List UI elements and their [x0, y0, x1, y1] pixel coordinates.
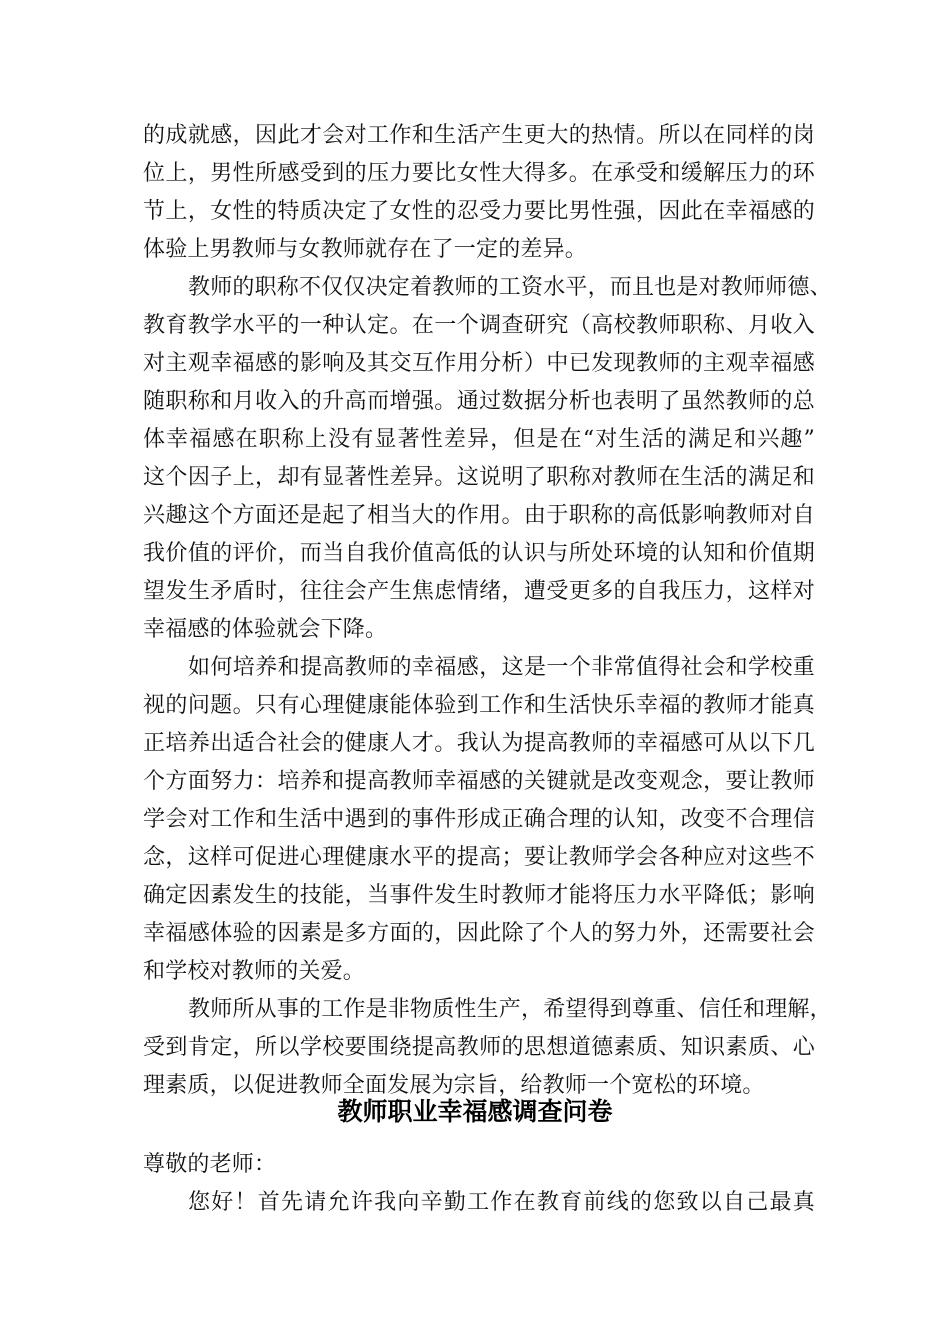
text-line: 确定因素发生的技能，当事件发生时教师才能将压力水平降低；影响: [143, 883, 815, 908]
text-line: 学会对工作和生活中遇到的事件形成正确合理的认知，改变不合理信: [143, 807, 815, 832]
questionnaire-title: 教师职业幸福感调查问卷: [337, 1097, 613, 1126]
text-line: 个方面努力：培养和提高教师幸福感的关键就是改变观念，要让教师: [143, 769, 815, 794]
text-line: 体幸福感在职称上没有显著性差异，但是在“对生活的满足和兴趣”: [143, 427, 815, 452]
text-line: 正培养出适合社会的健康人才。我认为提高教师的幸福感可从以下几: [143, 731, 815, 756]
text-line: 念，这样可促进心理健康水平的提高；要让教师学会各种应对这些不: [143, 845, 815, 870]
text-line: 兴趣这个方面还是起了相当大的作用。由于职称的高低影响教师对自: [143, 503, 815, 528]
text-line: 理素质，以促进教师全面发展为宗旨，给教师一个宽松的环境。: [143, 1073, 765, 1098]
salutation: 尊敬的老师：: [143, 1152, 277, 1177]
text-line: 教师所从事的工作是非物质性生产，希望得到尊重、信任和理解，: [188, 997, 832, 1022]
text-line: 随职称和月收入的升高而增强。通过数据分析也表明了虽然教师的总: [143, 389, 815, 414]
text-line: 我价值的评价，而当自我价值高低的认识与所处环境的认知和价值期: [143, 541, 815, 566]
text-line: 节上，女性的特质决定了女性的忍受力要比男性强，因此在幸福感的: [143, 199, 815, 224]
text-line: 教育教学水平的一种认定。在一个调查研究（高校教师职称、月收入: [143, 313, 815, 338]
text-line: 如何培养和提高教师的幸福感，这是一个非常值得社会和学校重: [188, 655, 815, 680]
text-line: 幸福感的体验就会下降。: [143, 617, 388, 642]
text-line: 体验上男教师与女教师就存在了一定的差异。: [143, 237, 588, 262]
text-line: 受到肯定，所以学校要围绕提高教师的思想道德素质、知识素质、心: [143, 1035, 815, 1060]
text-line: 教师的职称不仅仅决定着教师的工资水平，而且也是对教师师德、: [188, 275, 832, 300]
text-line: 望发生矛盾时，往往会产生焦虑情绪，遭受更多的自我压力，这样对: [143, 579, 815, 604]
text-line: 的成就感，因此才会对工作和生活产生更大的热情。所以在同样的岗: [143, 123, 815, 148]
text-line: 对主观幸福感的影响及其交互作用分析）中已发现教师的主观幸福感: [143, 351, 815, 376]
text-line: 幸福感体验的因素是多方面的，因此除了个人的努力外，还需要社会: [143, 921, 815, 946]
text-line: 这个因子上，却有显著性差异。这说明了职称对教师在生活的满足和: [143, 465, 815, 490]
opening-line: 您好！首先请允许我向辛勤工作在教育前线的您致以自己最真: [188, 1190, 815, 1215]
text-line: 和学校对教师的关爱。: [143, 959, 366, 984]
text-line: 位上，男性所感受到的压力要比女性大得多。在承受和缓解压力的环: [143, 161, 815, 186]
text-line: 视的问题。只有心理健康能体验到工作和生活快乐幸福的教师才能真: [143, 693, 815, 718]
